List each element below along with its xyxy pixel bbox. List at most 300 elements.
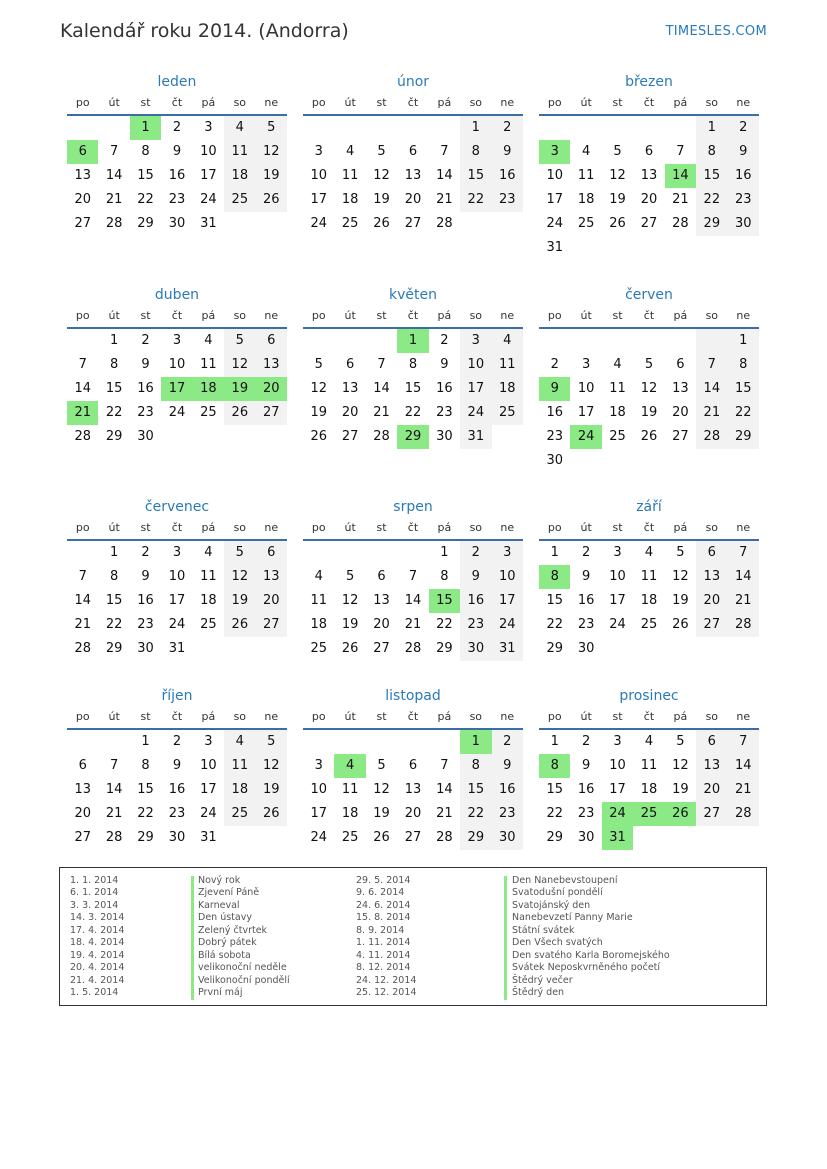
day-cell: 21 [672,192,689,207]
day-cell: 19 [256,778,287,802]
weekday-label: so [233,96,247,109]
day-cell: 23 [492,802,523,826]
empty-cell [334,116,365,140]
legend-entry: Svátek Neposkvrněného početí [512,962,661,974]
weekday-header [303,305,523,329]
weekday-header [303,706,523,730]
month-březen [539,72,759,260]
day-cell: 20 [373,617,390,632]
legend-entry: Nový rok [198,875,241,886]
day-cell: 23 [546,429,563,444]
day-cell: 28 [436,830,453,845]
day-cell: 23 [460,613,491,637]
day-cell: 17 [200,168,217,183]
legend-entry: Den svatého Karla Boromejského [512,949,670,961]
day-cell: 24 [609,617,626,632]
legend-entry: Svatojánský den [512,899,591,911]
legend-entry: Karneval [198,899,240,911]
holiday-day-cell: 1 [460,730,491,754]
day-cell: 26 [373,830,390,845]
day-cell: 10 [460,353,491,377]
day-cell: 9 [172,144,182,159]
day-cell: 3 [314,758,323,773]
empty-cell [366,541,397,565]
empty-cell [539,116,570,140]
day-cell: 29 [137,830,154,845]
day-cell: 18 [640,782,658,797]
day-cell: 23 [168,192,186,207]
day-cell: 9 [172,758,182,773]
month-červen [539,285,759,473]
empty-cell [303,116,334,140]
day-cell: 29 [728,425,759,449]
day-cell: 15 [546,593,563,608]
weekday-label: čt [643,521,655,534]
day-cell: 22 [105,617,123,632]
legend-entry: Den Všech svatých [512,937,603,949]
day-cell: 7 [78,357,87,372]
empty-cell [67,116,98,140]
day-cell: 11 [609,381,626,396]
day-cell: 12 [672,569,689,584]
day-grid [67,116,287,236]
holiday-legend [59,867,767,1006]
holiday-day-cell: 14 [665,164,696,188]
legend-bar-left [191,876,194,1000]
day-cell: 2 [492,730,523,754]
empty-cell [397,116,428,140]
weekday-header [303,517,523,541]
day-cell: 28 [672,216,689,231]
legend-entry: 25. 12. 2014 [356,987,417,999]
day-cell: 11 [640,569,658,584]
day-cell: 4 [613,357,622,372]
empty-cell [397,541,428,565]
day-cell: 25 [224,188,255,212]
weekday-label: pá [201,309,216,322]
weekday-label: út [580,96,592,109]
day-cell: 19 [256,164,287,188]
day-cell: 14 [105,168,123,183]
day-cell: 20 [74,806,91,821]
day-cell: 25 [609,429,626,444]
weekday-label: pá [437,710,452,723]
day-cell: 24 [460,401,491,425]
day-cell: 2 [172,120,182,135]
day-cell: 12 [672,758,689,773]
day-cell: 17 [200,782,217,797]
empty-cell [633,329,664,353]
weekday-label: ne [500,521,515,534]
weekday-label: ne [264,96,279,109]
day-cell: 14 [74,593,91,608]
day-cell: 3 [613,734,622,749]
day-cell: 16 [460,589,491,613]
weekday-label: čt [643,96,655,109]
day-cell: 30 [168,216,186,231]
day-cell: 24 [310,216,327,231]
legend-entry: 24. 6. 2014 [356,899,411,911]
month-listopad [303,686,523,850]
day-cell: 6 [345,357,355,372]
month-name: říjen [161,688,193,704]
day-cell: 30 [546,453,563,468]
day-cell: 20 [672,405,689,420]
day-cell: 24 [200,192,217,207]
day-cell: 16 [492,778,523,802]
empty-cell [334,329,365,353]
day-cell: 1 [460,116,491,140]
empty-cell [633,116,664,140]
day-cell: 2 [581,545,591,560]
legend-entry: 19. 4. 2014 [70,949,125,961]
day-cell: 29 [105,641,123,656]
day-cell: 25 [341,216,359,231]
day-cell: 15 [404,381,422,396]
legend-entry: Zelený čtvrtek [198,924,268,936]
weekday-label: ne [264,710,279,723]
weekday-label: út [344,521,356,534]
day-cell: 16 [137,381,154,396]
holiday-day-cell: 18 [193,377,224,401]
day-cell: 25 [341,830,359,845]
day-cell: 17 [609,593,626,608]
month-name: červen [625,287,673,303]
day-grid [539,116,759,260]
day-cell: 10 [168,357,186,372]
day-cell: 25 [640,617,658,632]
day-cell: 6 [256,329,287,353]
day-cell: 31 [200,216,217,231]
day-cell: 20 [404,192,422,207]
legend-entry: Zjevení Páně [198,887,260,899]
day-cell: 2 [492,116,523,140]
day-grid [303,730,523,850]
weekday-label: út [108,710,120,723]
day-grid [303,329,523,449]
day-cell: 10 [546,168,563,183]
day-cell: 5 [314,357,323,372]
month-name: červenec [144,499,210,515]
weekday-label: čt [171,309,183,322]
weekday-label: čt [171,521,183,534]
day-cell: 30 [137,429,154,444]
empty-cell [570,116,601,140]
day-cell: 9 [141,357,150,372]
weekday-header [67,706,287,730]
day-cell: 14 [728,754,759,778]
weekday-label: st [612,309,623,322]
day-cell: 2 [581,734,591,749]
day-cell: 15 [728,377,759,401]
day-cell: 12 [640,381,658,396]
day-cell: 26 [373,216,390,231]
day-cell: 8 [728,353,759,377]
legend-entry: 15. 8. 2014 [356,912,411,924]
holiday-day-cell: 1 [397,329,428,353]
weekday-label: so [705,521,719,534]
day-cell: 17 [460,377,491,401]
weekday-label: so [469,710,483,723]
day-cell: 21 [74,617,91,632]
day-cell: 18 [341,192,359,207]
day-cell: 20 [696,589,727,613]
day-cell: 20 [74,192,91,207]
day-cell: 3 [460,329,491,353]
day-cell: 4 [644,734,654,749]
day-cell: 18 [224,778,255,802]
day-cell: 13 [404,782,422,797]
day-cell: 6 [408,758,418,773]
month-leden [67,72,287,236]
day-cell: 19 [640,405,658,420]
day-cell: 6 [78,758,87,773]
day-cell: 25 [224,802,255,826]
day-cell: 10 [310,168,327,183]
day-cell: 25 [310,641,327,656]
weekday-label: pá [673,309,688,322]
day-cell: 19 [341,617,359,632]
legend-entry: První máj [198,987,243,999]
day-cell: 23 [168,806,186,821]
day-cell: 3 [172,545,182,560]
empty-cell [366,730,397,754]
legend-entry: 14. 3. 2014 [70,912,125,924]
day-cell: 28 [436,216,453,231]
day-cell: 4 [224,116,255,140]
weekday-label: ne [500,710,515,723]
day-cell: 17 [546,192,563,207]
day-cell: 15 [460,778,491,802]
weekday-label: so [705,309,719,322]
day-cell: 27 [404,216,422,231]
day-cell: 31 [460,425,491,449]
day-cell: 19 [373,806,390,821]
day-cell: 28 [696,425,727,449]
day-cell: 18 [609,405,626,420]
day-grid [67,329,287,449]
day-cell: 5 [224,541,255,565]
holiday-day-cell: 21 [67,401,98,425]
day-cell: 19 [609,192,626,207]
day-cell: 6 [408,144,418,159]
empty-cell [366,329,397,353]
day-cell: 13 [341,381,359,396]
day-cell: 21 [728,778,759,802]
weekday-label: ne [500,309,515,322]
weekday-label: so [233,521,247,534]
day-cell: 30 [492,826,523,850]
day-cell: 6 [696,730,727,754]
empty-cell [98,116,129,140]
day-cell: 30 [436,429,453,444]
weekday-label: pá [201,521,216,534]
day-cell: 31 [168,641,186,656]
day-cell: 7 [440,144,449,159]
weekday-label: po [311,521,326,534]
day-cell: 5 [256,116,287,140]
weekday-label: čt [407,521,419,534]
day-cell: 14 [105,782,123,797]
day-cell: 19 [373,192,390,207]
day-cell: 2 [141,545,150,560]
month-name: březen [625,74,673,90]
day-cell: 11 [224,140,255,164]
day-cell: 12 [256,140,287,164]
day-cell: 13 [256,565,287,589]
month-prosinec [539,686,759,850]
weekday-label: čt [407,96,419,109]
day-cell: 9 [440,357,449,372]
day-cell: 7 [440,758,449,773]
empty-cell [334,730,365,754]
holiday-day-cell: 24 [602,802,633,826]
day-cell: 20 [341,405,359,420]
day-cell: 29 [137,216,154,231]
weekday-label: pá [673,96,688,109]
day-cell: 26 [640,429,658,444]
day-cell: 30 [168,830,186,845]
month-září [539,497,759,661]
day-cell: 6 [696,541,727,565]
weekday-header [67,305,287,329]
day-cell: 9 [460,565,491,589]
weekday-label: po [547,96,562,109]
day-cell: 25 [492,401,523,425]
brand-link[interactable]: TIMESLES.COM [665,24,767,39]
day-cell: 24 [492,613,523,637]
weekday-label: st [140,96,151,109]
day-cell: 11 [341,168,359,183]
weekday-label: po [311,710,326,723]
day-cell: 7 [728,730,759,754]
day-cell: 12 [224,353,255,377]
day-cell: 18 [640,593,658,608]
empty-cell [397,730,428,754]
page-title: Kalendář roku 2014. (Andorra) [60,20,349,42]
day-cell: 3 [204,734,213,749]
day-cell: 22 [105,405,123,420]
empty-cell [665,329,696,353]
weekday-label: ne [736,96,751,109]
day-cell: 9 [728,140,759,164]
day-cell: 3 [581,357,591,372]
weekday-label: po [311,309,326,322]
day-cell: 15 [546,782,563,797]
day-cell: 1 [728,329,759,353]
day-cell: 12 [373,782,390,797]
legend-entry: 1. 11. 2014 [356,937,411,949]
day-cell: 11 [341,782,359,797]
day-cell: 11 [640,758,658,773]
legend-entry: 4. 11. 2014 [356,949,411,961]
day-cell: 23 [137,405,154,420]
legend-entry: 8. 9. 2014 [356,924,405,936]
day-cell: 17 [577,405,595,420]
day-cell: 1 [109,333,119,348]
day-cell: 27 [672,429,689,444]
day-cell: 23 [577,806,595,821]
day-cell: 27 [404,830,422,845]
holiday-day-cell: 20 [256,377,287,401]
day-cell: 6 [644,144,654,159]
day-cell: 27 [74,216,91,231]
day-cell: 3 [613,545,622,560]
month-červenec [67,497,287,661]
empty-cell [539,329,570,353]
day-cell: 11 [200,569,217,584]
empty-cell [98,730,129,754]
day-cell: 2 [460,541,491,565]
weekday-label: st [612,710,623,723]
weekday-label: ne [500,96,515,109]
day-cell: 28 [105,830,123,845]
day-cell: 20 [256,589,287,613]
day-cell: 26 [224,401,255,425]
day-cell: 23 [137,617,154,632]
day-cell: 7 [728,541,759,565]
weekday-label: st [612,96,623,109]
weekday-label: út [580,710,592,723]
day-cell: 15 [137,168,154,183]
holiday-day-cell: 3 [539,140,570,164]
day-cell: 2 [141,333,150,348]
weekday-label: pá [201,96,216,109]
weekday-label: ne [264,521,279,534]
day-cell: 11 [224,754,255,778]
weekday-label: út [108,521,120,534]
weekday-label: st [376,710,387,723]
weekday-header [539,92,759,116]
legend-entry: Svatodušní pondělí [512,887,603,899]
day-cell: 8 [440,569,449,584]
day-cell: 7 [109,758,119,773]
weekday-label: ne [736,710,751,723]
weekday-label: pá [437,96,452,109]
day-cell: 28 [404,641,422,656]
day-cell: 28 [105,216,123,231]
day-cell: 21 [436,806,453,821]
day-cell: 28 [728,802,759,826]
day-cell: 19 [672,593,689,608]
holiday-day-cell: 6 [67,140,98,164]
weekday-label: st [140,710,151,723]
day-cell: 24 [200,806,217,821]
day-cell: 29 [696,212,727,236]
month-name: duben [154,287,200,303]
day-cell: 18 [492,377,523,401]
empty-cell [334,541,365,565]
holiday-day-cell: 31 [602,826,633,850]
weekday-label: út [580,521,592,534]
day-cell: 5 [377,758,386,773]
legend-entry: 9. 6. 2014 [356,887,405,899]
day-cell: 15 [137,782,154,797]
day-cell: 28 [74,429,91,444]
legend-names-right [512,875,670,1000]
legend-entry: 20. 4. 2014 [70,962,125,974]
empty-cell [696,329,727,353]
day-cell: 2 [728,116,759,140]
day-cell: 14 [74,381,91,396]
legend-entry: 6. 1. 2014 [70,887,119,899]
day-cell: 5 [224,329,255,353]
day-cell: 17 [168,593,186,608]
day-cell: 22 [137,806,154,821]
day-cell: 18 [310,617,327,632]
weekday-label: st [376,96,387,109]
day-cell: 13 [696,754,727,778]
